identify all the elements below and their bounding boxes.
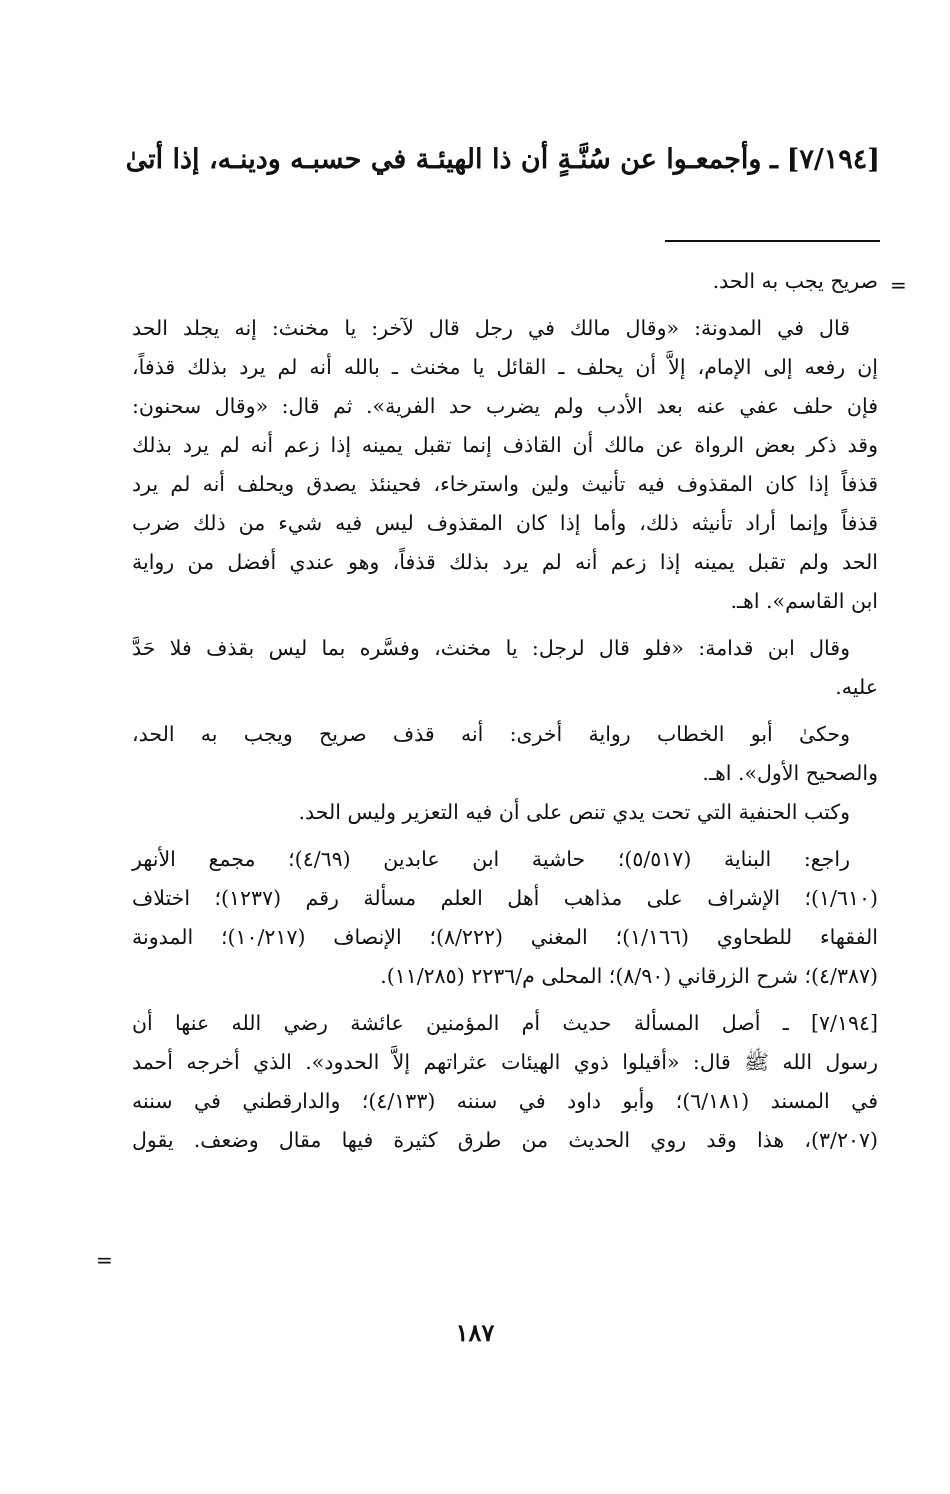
footnote-line: عليه. [835, 675, 878, 699]
footnote-line: (٣/٢٠٧)، هذا وقد روي الحديث من طرق كثيرة فيها مقال وضعف. يقول [132, 1128, 878, 1152]
footnote-paragraph [132, 793, 878, 832]
footnote-line: صريح يجب به الحد. [712, 269, 878, 293]
main-text-ref: [٧/١٩٤] [786, 144, 880, 175]
footnote-paragraph [132, 840, 878, 996]
continuation-mark-bottom: = [96, 1248, 113, 1272]
footnote-line: إن رفعه إلى الإمام، إلاَّ أن يحلف ـ القائل يا مخنث ـ بالله أنه لم يرد بذلك قذفاً، [132, 355, 878, 379]
footnote-line: والصحيح الأول». اهـ. [702, 761, 878, 785]
footnote-line: في المسند (٦/١٨١)؛ وأبو داود في سننه (٤/١٣٣)؛ والدارقطني في سننه [132, 1089, 879, 1113]
footnote-paragraph [132, 309, 878, 621]
footnote-line: وقال ابن قدامة: «فلو قال لرجل: يا مخنث، وفسَّره بما ليس بقذف فلا حَدَّ [132, 636, 850, 660]
footnote-line: وكتب الحنفية التي تحت يدي تنص على أن فيه التعزير وليس الحد. [298, 800, 850, 824]
footnote-paragraph [132, 629, 878, 707]
footnote-line: راجع: البناية (٥/٥١٧)؛ حاشية ابن عابدين (٤/٦٩)؛ مجمع الأنهر [132, 847, 850, 871]
footnote-line: قال في المدونة: «وقال مالك في رجل قال لآخر: يا مخنث: إنه يجلد الحد [132, 316, 850, 340]
main-text-body: وأجمعـوا عن سُنَّـةٍ أن ذا الهيئـة في حسبـه ودينـه، إذا أتىٰ [125, 144, 762, 175]
footnote-line: (٤/٣٨٧)؛ شرح الزرقاني (٨/٩٠)؛ المحلى م/٢٢٣٦ (١١/٢٨٥). [380, 964, 878, 988]
footnote-line: الفقهاء للطحاوي (١/١٦٦)؛ المغني (٨/٢٢٢)؛ الإنصاف (١٠/٢١٧)؛ المدونة [132, 925, 878, 949]
footnote-line: (١/٦١٠)؛ الإشراف على مذاهب أهل العلم مسألة رقم (١٢٣٧)؛ اختلاف [132, 886, 878, 910]
footnote-paragraph [132, 1004, 878, 1160]
footnote-line: قذفاً إذا كان المقذوف فيه تأنيث ولين واسترخاء، فحينئذ يصدق ويحلف أنه لم يرد [132, 472, 878, 496]
footnote-line: وحكىٰ أبو الخطاب رواية أخرى: أنه قذف صريح ويجب به الحد، [132, 722, 850, 746]
footnote-line: ابن القاسم». اهـ. [730, 589, 878, 613]
footnote-separator [665, 240, 880, 242]
footnote-line: رسول الله ﷺ قال: «أقيلوا ذوي الهيئات عثراتهم إلاَّ الحدود». الذي أخرجه أحمد [132, 1050, 878, 1074]
page-number: ١٨٧ [455, 1318, 495, 1347]
footnote-line: وقد ذكر بعض الرواة عن مالك أن القاذف إنما تقبل يمينه إذا زعم أنه لم يرد بذلك [132, 433, 878, 457]
footnotes [132, 262, 878, 1160]
footnote-line: الحد ولم تقبل يمينه إذا زعم أنه لم يرد بذلك قذفاً، وهو عندي أفضل من رواية [132, 550, 878, 574]
footnote-paragraph [132, 262, 878, 301]
main-text-line [125, 138, 880, 182]
footnote-line: قذفاً وإنما أراد تأنيثه ذلك، وأما إذا كان المقذوف ليس فيه شيء من ذلك ضرب [132, 511, 878, 535]
footnote-line: فإن حلف عفي عنه بعد الأدب ولم يضرب حد الفرية». ثم قال: «وقال سحنون: [132, 394, 878, 418]
continuation-mark-top: = [890, 273, 907, 297]
footnote-paragraph [132, 715, 878, 793]
footnote-line: [٧/١٩٤] ـ أصل المسألة حديث أم المؤمنين عائشة رضي الله عنها أن [132, 1011, 878, 1035]
main-text-dash: ـ [770, 144, 778, 175]
